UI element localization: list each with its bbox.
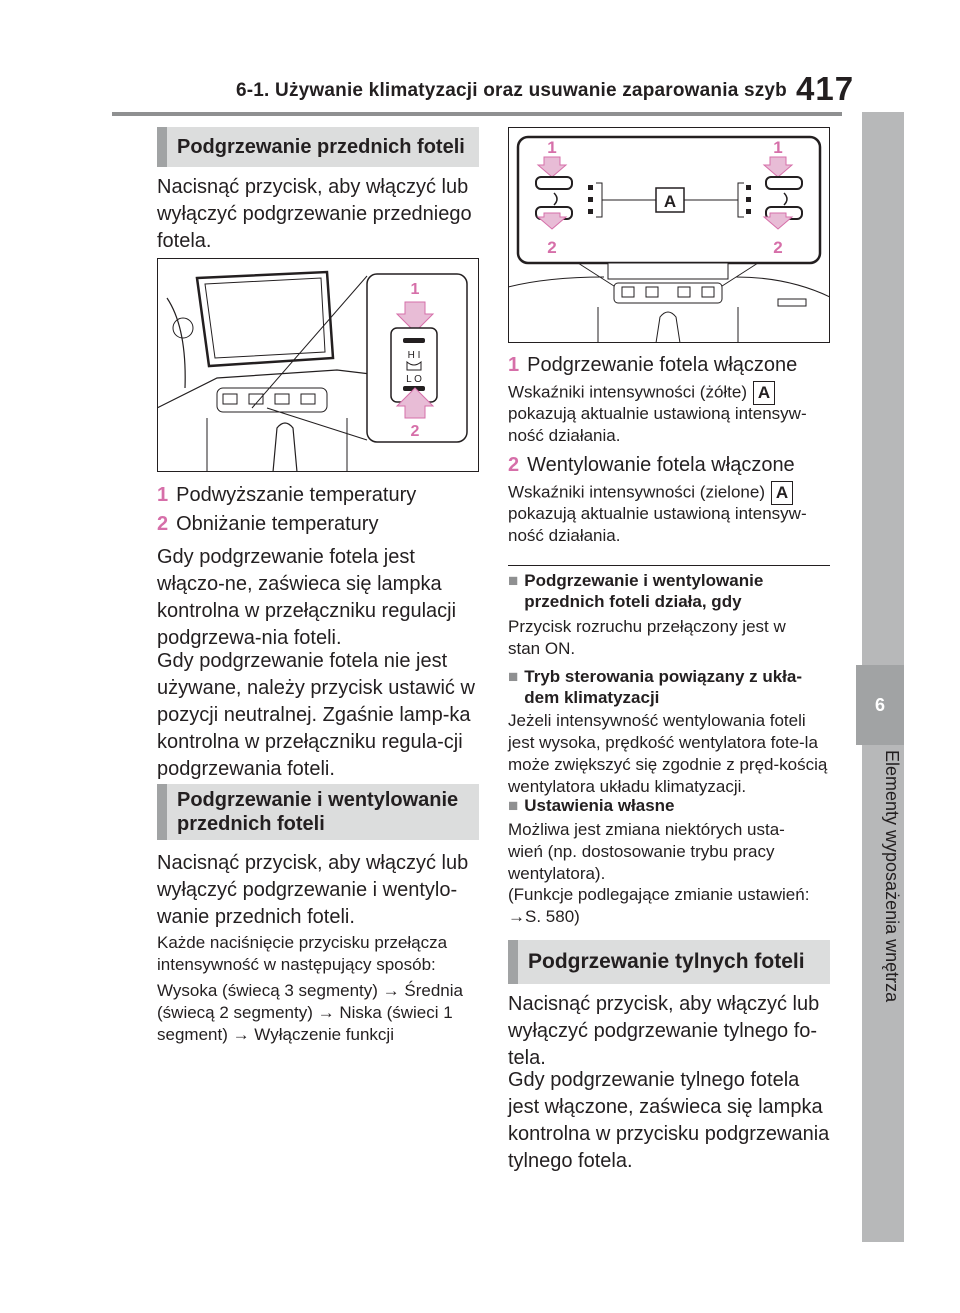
chapter-label (868, 740, 908, 1003)
section-heading-line: Podgrzewanie i wentylowanie (177, 789, 459, 811)
fig1-label-1: 1 (410, 281, 420, 298)
indicator-box-a: A (771, 481, 793, 505)
paragraph-small: Wysoka (świecą 3 segmenty) → Średnia (świecą 2 segmenty) → Niska (świeci 1 segment) → Wyłączenie funkcji (157, 981, 463, 1044)
section-heading-heat-vent (157, 784, 479, 840)
paragraph-small: Jeżeli intensywność wentylowania foteli jest wysoka, prędkość wentylatora fote-la może zwiększyć się zgodnie z pręd-kością wentylatora układu klimatyzacji. (508, 711, 828, 796)
fig2-box-a: A (663, 192, 677, 211)
figure-ventilation-switch (508, 127, 830, 343)
legend-num: 1 (157, 484, 169, 506)
chapter-label-text: Elementy wyposażenia wnętrza (882, 750, 902, 1003)
bullet-icon: ■ (508, 571, 519, 590)
indicator-box-a: A (753, 381, 775, 405)
paragraph-small: Przycisk rozruchu przełączony jest w stan ON. (508, 617, 786, 658)
paragraph: Nacisnąć przycisk, aby włączyć lub wyłączyć podgrzewanie tylnego fo-tela. (508, 993, 820, 1069)
fig1-label-2: 2 (410, 423, 420, 440)
subheading-text: Tryb sterowania powiązany z ukła-dem klimatyzacji (524, 667, 803, 707)
fig2-label-1b: 1 (773, 138, 783, 157)
subheading-2 (508, 666, 830, 708)
subheading-3 (508, 795, 830, 816)
fig2-label-2a: 2 (547, 238, 557, 257)
fig1-lo: L O (406, 374, 422, 385)
legend-text: Podgrzewanie fotela włączone (527, 354, 798, 376)
legend-text: Podwyższanie temperatury (176, 484, 417, 506)
paragraph-small: Każde naciśnięcie przycisku przełącza intensywność w następujący sposób: (157, 933, 448, 974)
subheading-1 (508, 570, 830, 612)
legend-desc-cont: pokazują aktualnie ustawioną intensyw-ność działania. (508, 504, 807, 545)
legend-desc-2 (508, 481, 830, 505)
paragraph-small: (Funkcje podlegające zmianie ustawień: →S. 580) (508, 885, 810, 926)
header-rule (112, 112, 842, 116)
ventilation-illustration (508, 127, 830, 343)
legend-num: 2 (157, 513, 169, 535)
chapter-tab[interactable]: 6 (856, 665, 904, 745)
paragraph: Gdy podgrzewanie fotela nie jest używane, należy przycisk ustawić w pozycji neutralnej. Zgaśnie lamp-ka kontrolna w przełączniku regula-cji podgrzewania foteli. (157, 650, 475, 780)
legend-num: 1 (508, 354, 520, 376)
subheading-text: Podgrzewanie i wentylowanie przednich foteli działa, gdy (524, 571, 764, 611)
dashboard-illustration (157, 258, 479, 472)
fig2-label-2b: 2 (773, 238, 783, 257)
legend-desc-1 (508, 381, 830, 405)
legend-text: Wentylowanie fotela włączone (527, 454, 795, 476)
paragraph: Gdy podgrzewanie fotela jest włączo-ne, zaświeca się lampka kontrolna w przełączniku regulacji podgrzewa-nia foteli. (157, 546, 457, 649)
legend-item-2 (157, 511, 479, 538)
legend-desc-text: Wskaźniki intensywności (zielone) (508, 482, 765, 502)
header-title: 6-1. Używanie klimatyzacji oraz usuwanie zaparowania szyb (236, 80, 787, 101)
paragraph-small: Możliwa jest zmiana niektórych usta-wień (np. dostosowanie trybu pracy wentylatora). (508, 820, 785, 883)
legend-item-1 (508, 352, 830, 379)
bullet-icon: ■ (508, 796, 519, 815)
subheading-text: Ustawienia własne (524, 796, 675, 815)
section-heading-line: przednich foteli (177, 813, 325, 835)
fig1-hi: H I (407, 350, 421, 361)
legend-desc-cont: pokazują aktualnie ustawioną intensyw-ność działania. (508, 404, 807, 445)
legend-item-1 (157, 482, 479, 509)
section-heading-rear-heating: Podgrzewanie tylnych foteli (508, 940, 830, 984)
paragraph: Nacisnąć przycisk, aby włączyć lub wyłączyć podgrzewanie i wentylo-wanie przednich foteli. (157, 852, 469, 928)
legend-item-2 (508, 452, 830, 479)
legend-desc-text: Wskaźniki intensywności (żółte) (508, 382, 748, 402)
page-number: 417 (796, 70, 855, 107)
section-heading-front-heating: Podgrzewanie przednich foteli (157, 127, 479, 167)
legend-text: Obniżanie temperatury (176, 513, 379, 535)
paragraph: Gdy podgrzewanie tylnego fotela jest włączone, zaświeca się lampka kontrolna w przycisku podgrzewania tylnego fotela. (508, 1069, 830, 1172)
figure-front-heating-switch (157, 258, 479, 472)
paragraph: Nacisnąć przycisk, aby włączyć lub wyłączyć podgrzewanie przedniego fotela. (157, 176, 472, 252)
bullet-icon: ■ (508, 667, 519, 686)
divider (508, 565, 830, 566)
fig2-label-1a: 1 (547, 138, 557, 157)
legend-num: 2 (508, 454, 520, 476)
